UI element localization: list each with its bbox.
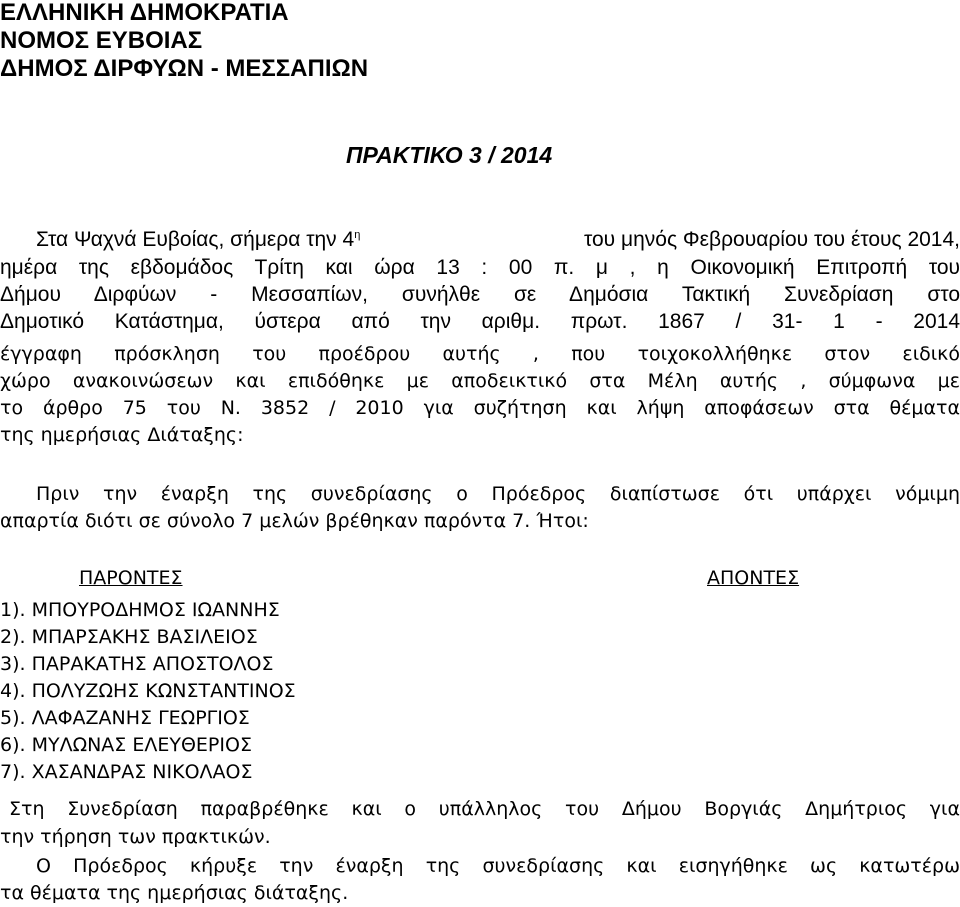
list-item: 3). ΠΑΡΑΚΑΤΗΣ ΑΠΟΣΤΟΛΟΣ <box>0 653 274 675</box>
list-item: 7). ΧΑΣΑΝΔΡΑΣ ΝΙΚΟΛΑΟΣ <box>0 761 253 783</box>
secretary-line-1: Στη Συνεδρίαση παραβρέθηκε και ο υπάλληλος του Δήμου Βοργιάς Δημήτριος για <box>9 798 960 820</box>
intro-line-5: έγγραφη πρόσκληση του προέδρου αυτής , που τοιχοκολλήθηκε στον ειδικό <box>0 343 960 365</box>
list-item: 4). ΠΟΛΥΖΩΗΣ ΚΩΝΣΤΑΝΤΙΝΟΣ <box>0 680 296 702</box>
intro-date-text: Στα Ψαχνά Ευβοίας, σήμερα την 4 <box>36 228 355 251</box>
secretary-line-2: την τήρηση των πρακτικών. <box>0 826 271 848</box>
header-line-republic: ΕΛΛΗΝΙΚΗ ΔΗΜΟΚΡΑΤΙΑ <box>0 0 289 26</box>
intro-line-2: ημέρα της εβδομάδος Τρίτη και ώρα 13 : 00 π. μ , η Οικονομική Επιτροπή του <box>0 256 960 279</box>
quorum-line-2: απαρτία διότι σε σύνολο 7 μελών βρέθηκαν παρόντα 7. Ήτοι: <box>0 510 589 532</box>
header-line-municipality: ΔΗΜΟΣ ΔΙΡΦΥΩΝ - ΜΕΣΣΑΠΙΩΝ <box>0 55 369 82</box>
list-item: 2). ΜΠΑΡΣΑΚΗΣ ΒΑΣΙΛΕΙΟΣ <box>0 626 258 648</box>
intro-line-6: χώρο ανακοινώσεων και επιδόθηκε με αποδεικτικό στα Μέλη αυτής , σύμφωνα με <box>0 370 960 392</box>
quorum-line-1: Πριν την έναρξη της συνεδρίασης ο Πρόεδρος διαπίστωσε ότι υπάρχει νόμιμη <box>36 483 960 505</box>
closing-line-1: Ο Πρόεδρος κήρυξε την έναρξη της συνεδρίασης και εισηγήθηκε ως κατωτέρω <box>36 855 960 877</box>
header-line-prefecture: ΝΟΜΟΣ ΕΥΒΟΙΑΣ <box>0 27 203 54</box>
list-item: 5). ΛΑΦΑΖΑΝΗΣ ΓΕΩΡΓΙΟΣ <box>0 707 250 729</box>
intro-line-8: της ημερήσιας Διάταξης: <box>0 424 244 446</box>
intro-line-1 <box>36 226 960 253</box>
intro-date-sup: η <box>354 229 361 241</box>
present-heading: ΠΑΡΟΝΤΕΣ <box>79 567 183 589</box>
document-title: ΠΡΑΚΤΙΚΟ 3 / 2014 <box>346 142 553 168</box>
list-item: 6). ΜΥΛΩΝΑΣ ΕΛΕΥΘΕΡΙΟΣ <box>0 734 252 756</box>
closing-line-2: τα θέματα της ημερήσιας διάταξης. <box>0 882 349 904</box>
absent-heading: ΑΠΟΝΤΕΣ <box>707 567 800 589</box>
present-members-list <box>0 597 296 786</box>
intro-line-4: Δημοτικό Κατάστημα, ύστερα από την αριθμ. πρωτ. 1867 / 31- 1 - 2014 <box>0 310 960 333</box>
list-item: 1). ΜΠΟΥΡΟΔΗΜΟΣ ΙΩΑΝΝΗΣ <box>0 599 280 621</box>
intro-date-text-post: του μηνός Φεβρουαρίου του έτους 2014, <box>584 228 960 251</box>
intro-line-3: Δήμου Διρφύων - Μεσσαπίων, συνήλθε σε Δημόσια Τακτική Συνεδρίαση στο <box>0 283 960 306</box>
intro-line-7: το άρθρο 75 του Ν. 3852 / 2010 για συζήτηση και λήψη αποφάσεων στα θέματα <box>0 397 960 419</box>
